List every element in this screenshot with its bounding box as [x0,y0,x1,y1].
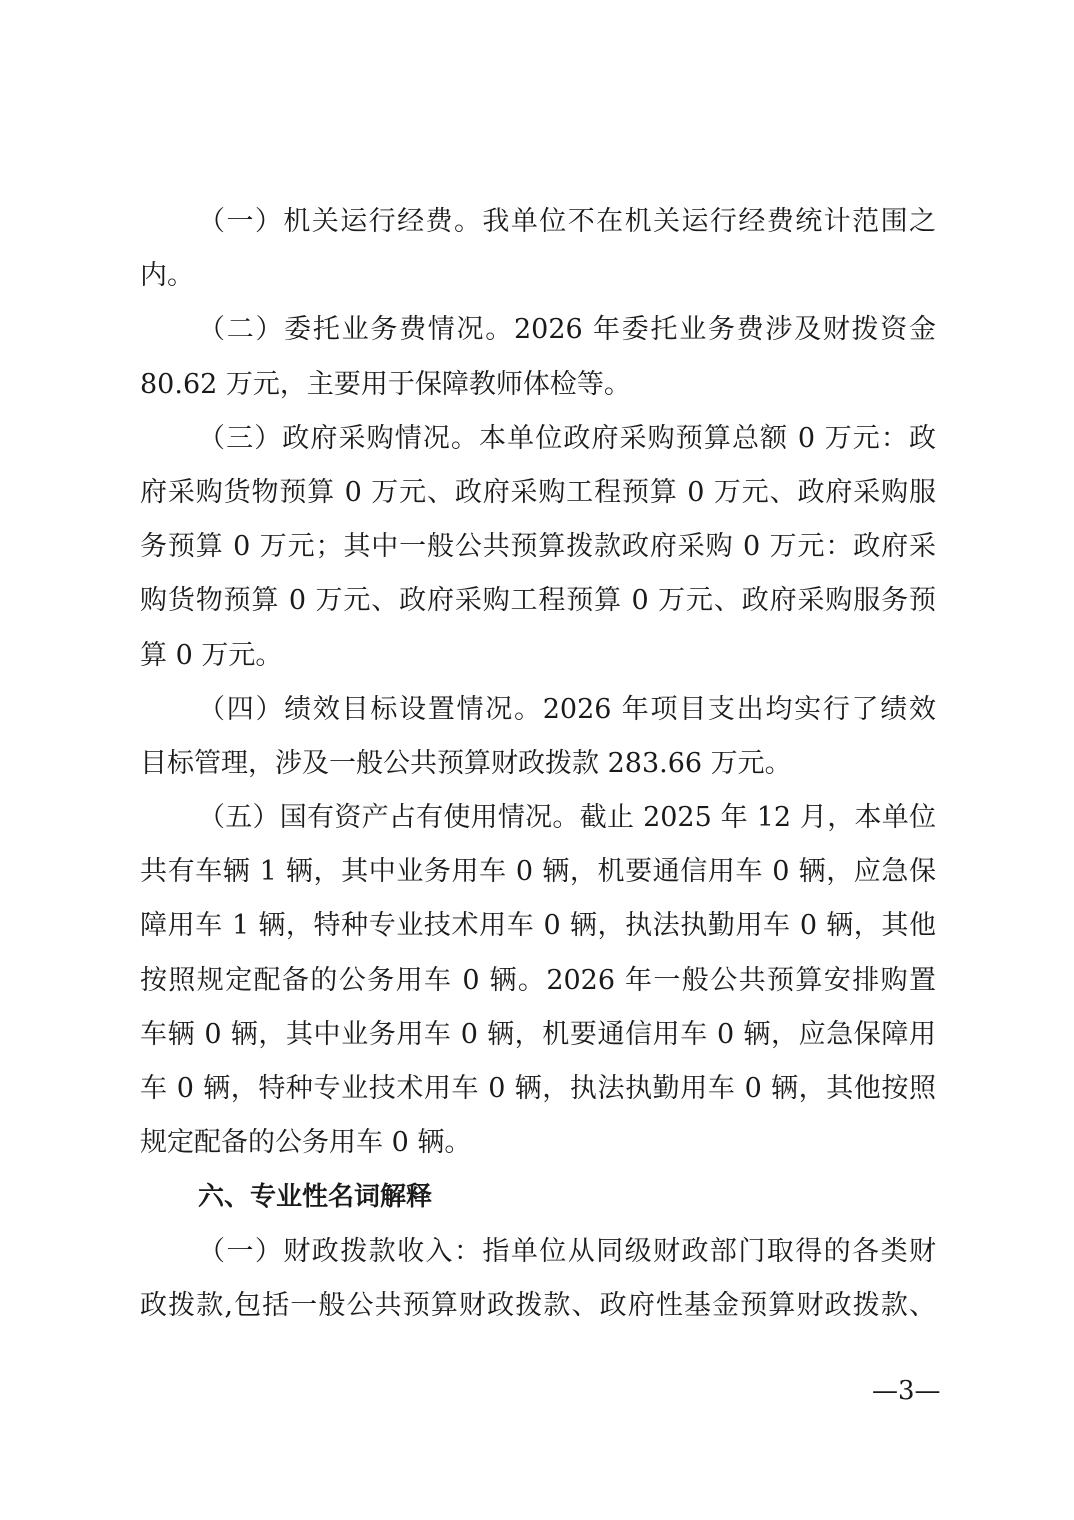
paragraph [140,303,936,411]
paragraph-text: 政拨款,包括一般公共预算财政拨款、政府性基金预算财政拨款、 [140,1289,936,1321]
paragraph-lead: （一）财政拨款收入： [198,1235,483,1267]
page-number: —3— [872,1376,941,1406]
paragraph [140,683,936,791]
paragraph-text: 内。 [140,260,194,292]
paragraph-text: 障用车 1 辆，特种专业技术用车 0 辆，执法执勤用车 0 辆，其他 [140,910,936,942]
paragraph-line [140,520,936,574]
budget-notes-section [140,195,936,1170]
paragraph-line [140,466,936,520]
paragraph-text: 本单位政府采购预算总额 0 万元：政 [479,422,936,454]
paragraph-line [140,1279,936,1333]
paragraph [140,412,936,683]
paragraph-line [140,791,936,845]
paragraph-line [140,1008,936,1062]
paragraph-line [140,303,936,357]
paragraph-text: 购货物预算 0 万元、政府采购工程预算 0 万元、政府采购服务预 [140,585,936,617]
paragraph-lead: （三）政府采购情况。 [198,422,480,454]
paragraph-line [140,683,936,737]
paragraph-text: 2026 年项目支出均实行了绩效 [542,693,936,725]
paragraph-text: 车辆 0 辆，其中业务用车 0 辆，机要通信用车 0 辆，应急保障用 [140,1018,936,1050]
paragraph-text: 规定配备的公务用车 0 辆。 [140,1127,472,1159]
paragraph-line [140,358,936,412]
paragraph [140,195,936,303]
paragraph-line [140,412,936,466]
section-heading: 六、专业性名词解释 [198,1182,433,1213]
paragraph-text: 我单位不在机关运行经费统计范围之 [482,206,936,237]
paragraph-lead: （二）委托业务费情况。 [198,314,514,346]
paragraph-lead: （四）绩效目标设置情况。 [198,693,543,725]
paragraph-line [140,737,936,791]
paragraph-line [140,249,936,303]
paragraph-line [140,1225,936,1279]
paragraph-line [140,195,936,249]
paragraph-text: 府采购货物预算 0 万元、政府采购工程预算 0 万元、政府采购服 [140,476,936,508]
paragraph-text: 2026 年委托业务费涉及财拨资金 [514,314,936,346]
paragraph-line [140,629,936,683]
paragraph-text: 按照规定配备的公务用车 0 辆。2026 年一般公共预算安排购置 [140,964,936,996]
paragraph-line [140,574,936,628]
paragraph-text: 共有车辆 1 辆，其中业务用车 0 辆，机要通信用车 0 辆，应急保 [140,856,936,888]
paragraph-line [140,1062,936,1116]
paragraph-text: 截止 2025 年 12 月，本单位 [579,802,936,834]
paragraph-text: 80.62 万元，主要用于保障教师体检等。 [140,368,631,400]
paragraph-line [140,954,936,1008]
paragraph-lead: （五）国有资产占有使用情况。 [198,802,580,834]
paragraph-text: 指单位从同级财政部门取得的各类财 [482,1235,936,1267]
definitions-section [140,1225,936,1333]
paragraph [140,791,936,1170]
paragraph-text: 目标管理，涉及一般公共预算财政拨款 283.66 万元。 [140,747,792,779]
paragraph-line [140,845,936,899]
paragraph-text: 算 0 万元。 [140,639,283,671]
paragraph-lead: （一）机关运行经费。 [198,206,483,237]
document-body [140,195,936,1333]
paragraph-line [140,899,936,953]
paragraph-line [140,1116,936,1170]
paragraph-text: 车 0 辆，特种专业技术用车 0 辆，执法执勤用车 0 辆，其他按照 [140,1073,936,1104]
paragraph [140,1225,936,1333]
paragraph-text: 务预算 0 万元；其中一般公共预算拨款政府采购 0 万元：政府采 [140,531,936,563]
